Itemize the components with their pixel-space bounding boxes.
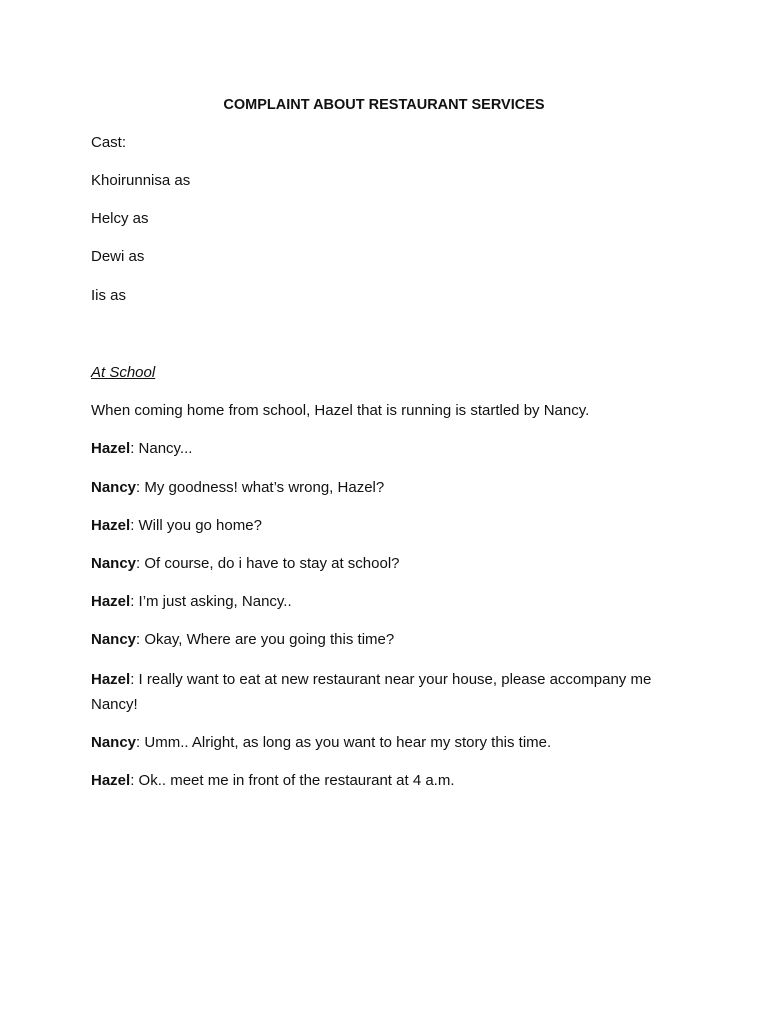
dialogue-line bbox=[91, 733, 551, 753]
dialogue-line bbox=[91, 592, 292, 612]
dialogue-line bbox=[91, 554, 400, 574]
dialogue-text: : Umm.. Alright, as long as you want to hear my story this time. bbox=[136, 734, 552, 751]
dialogue-text: : My goodness! what’s wrong, Hazel? bbox=[136, 479, 385, 496]
speaker-name: Nancy bbox=[91, 631, 137, 648]
cast-member: Khoirunnisa as bbox=[91, 172, 191, 189]
dialogue-text: : Of course, do i have to stay at school? bbox=[136, 555, 400, 572]
dialogue-text: : Will you go home? bbox=[130, 517, 262, 534]
cast-member: Dewi as bbox=[91, 248, 145, 265]
cast-label: Cast: bbox=[91, 134, 127, 151]
dialogue-text: : Okay, Where are you going this time? bbox=[136, 631, 395, 648]
dialogue-text: : I’m just asking, Nancy.. bbox=[130, 593, 292, 610]
speaker-name: Hazel bbox=[91, 671, 131, 688]
speaker-name: Hazel bbox=[91, 440, 131, 457]
speaker-name: Hazel bbox=[91, 772, 131, 789]
dialogue-line bbox=[91, 439, 192, 459]
narration: When coming home from school, Hazel that is running is startled by Nancy. bbox=[91, 402, 590, 419]
dialogue-text: : Ok.. meet me in front of the restaurant at 4 a.m. bbox=[130, 772, 455, 789]
cast-member: Helcy as bbox=[91, 210, 149, 227]
dialogue-line bbox=[91, 630, 394, 650]
scene-heading: At School bbox=[91, 364, 156, 381]
dialogue-text: : Nancy... bbox=[130, 440, 193, 457]
document-title: COMPLAINT ABOUT RESTAURANT SERVICES bbox=[223, 97, 545, 113]
speaker-name: Hazel bbox=[91, 517, 131, 534]
dialogue-line bbox=[91, 516, 262, 536]
dialogue-line bbox=[91, 478, 384, 498]
speaker-name: Hazel bbox=[91, 593, 131, 610]
speaker-name: Nancy bbox=[91, 479, 137, 496]
speaker-name: Nancy bbox=[91, 734, 137, 751]
speaker-name: Nancy bbox=[91, 555, 137, 572]
dialogue-text: : I really want to eat at new restaurant near your house, please accompany me Nancy! bbox=[91, 671, 652, 713]
dialogue-line bbox=[91, 771, 455, 791]
cast-member: Iis as bbox=[91, 287, 127, 304]
dialogue-line bbox=[91, 667, 691, 717]
